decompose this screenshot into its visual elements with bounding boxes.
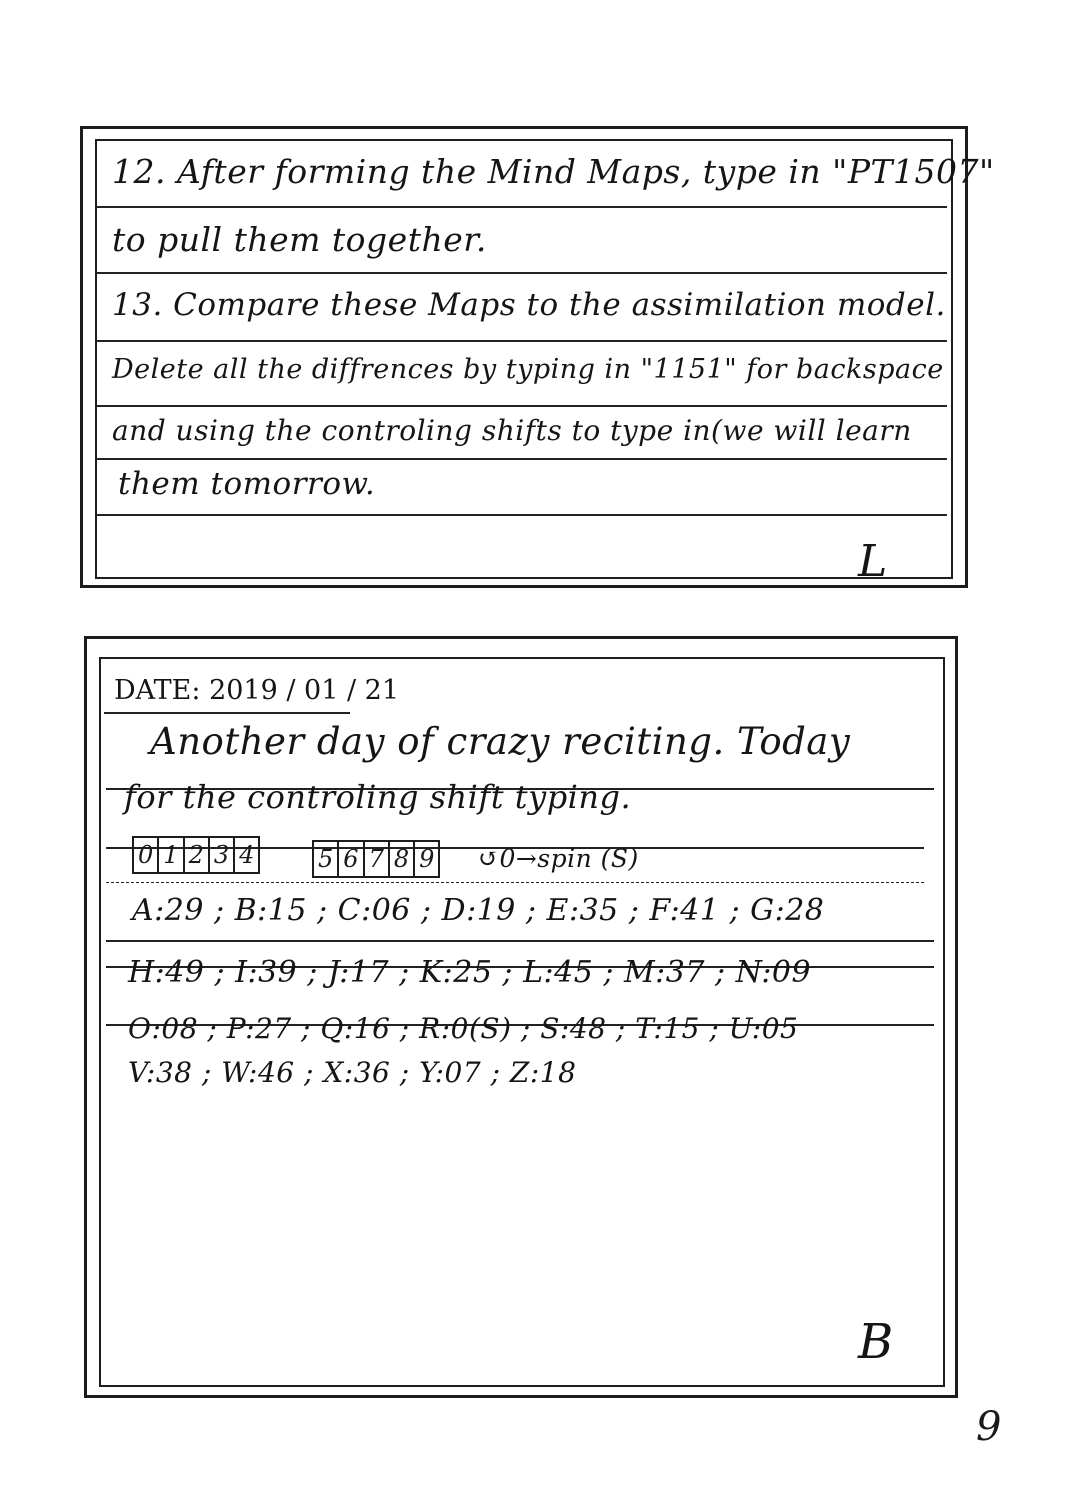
spin-label: ↺0→spin (S) <box>478 844 639 873</box>
page-number: 9 <box>976 1404 1002 1450</box>
digit-cell: 5 <box>312 840 337 878</box>
date-label: DATE: 2019 / 01 / 21 <box>114 675 400 706</box>
card-1-rule <box>95 340 947 342</box>
card-1-rule <box>95 272 947 274</box>
digit-cell: 2 <box>183 836 208 874</box>
card-1-rule <box>95 405 947 407</box>
card-2-rule <box>106 882 924 883</box>
card-1-signature: L <box>858 536 888 587</box>
date-underline <box>104 712 350 714</box>
letter-code-line: V:38 ; W:46 ; X:36 ; Y:07 ; Z:18 <box>128 1056 577 1089</box>
card-1-rule <box>95 206 947 208</box>
card-1-rule <box>95 458 947 460</box>
digit-cell: 8 <box>388 840 413 878</box>
digit-cell: 6 <box>337 840 362 878</box>
card-2-rule <box>106 940 934 942</box>
digit-cell: 7 <box>363 840 388 878</box>
card-2-line: for the controling shift typing. <box>124 778 632 816</box>
card-2-line: Another day of crazy reciting. Today <box>150 720 851 763</box>
card-1-line: them tomorrow. <box>118 466 376 502</box>
digit-cells-right <box>312 840 440 878</box>
letter-code-line: O:08 ; P:27 ; Q:16 ; R:0(S) ; S:48 ; T:15 ; U:05 <box>128 1012 799 1045</box>
card-1-line: 12. After forming the Mind Maps, type in "PT1507" <box>112 152 995 191</box>
digit-cell: 3 <box>208 836 233 874</box>
letter-code-line: H:49 ; I:39 ; J:17 ; K:25 ; L:45 ; M:37 ; N:09 <box>128 955 812 990</box>
card-2-signature: B <box>858 1314 894 1370</box>
digit-cell: 0 <box>132 836 157 874</box>
digit-cell: 9 <box>413 840 440 878</box>
digit-cells-left <box>132 836 260 874</box>
digit-cell: 1 <box>157 836 182 874</box>
card-1-line: and using the controling shifts to type in(we will learn <box>112 414 912 447</box>
digit-cell: 4 <box>233 836 260 874</box>
card-1-line: to pull them together. <box>112 220 487 259</box>
card-1-line: 13. Compare these Maps to the assimilation model. <box>112 287 946 323</box>
card-1-line: Delete all the diffrences by typing in "1151" for backspace <box>112 354 944 385</box>
letter-code-line: A:29 ; B:15 ; C:06 ; D:19 ; E:35 ; F:41 ; G:28 <box>132 893 825 928</box>
card-1-rule <box>95 514 947 516</box>
